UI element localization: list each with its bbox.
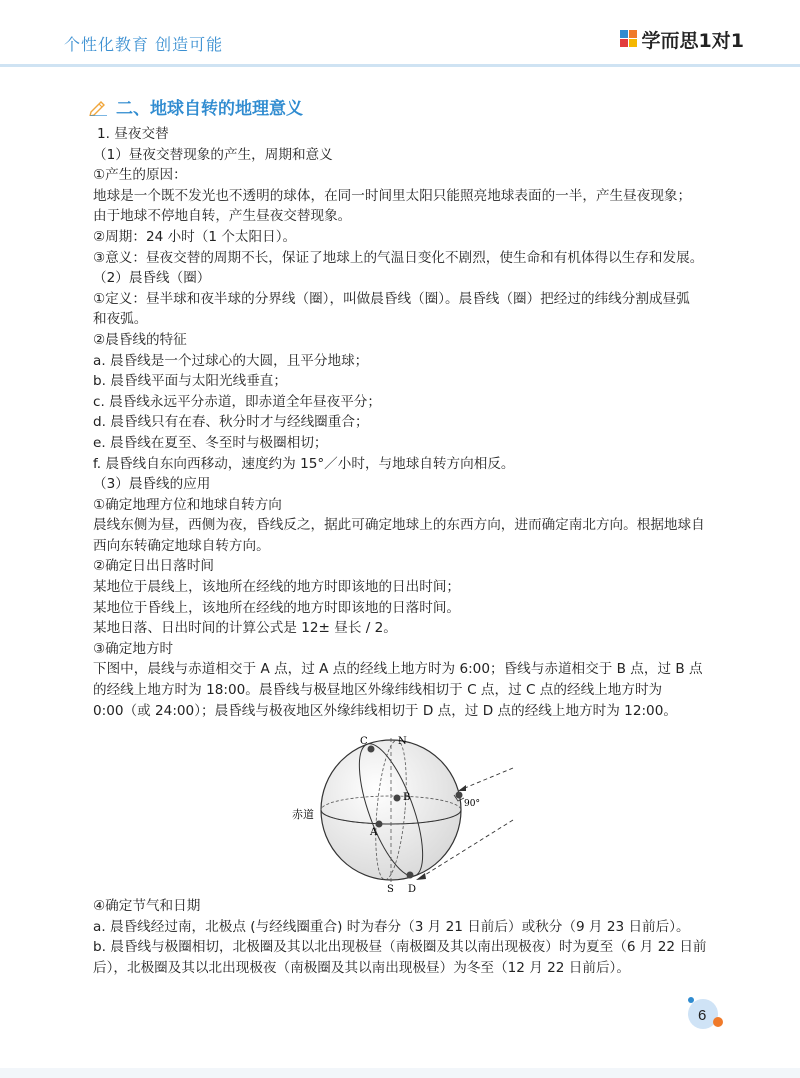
body-text (93, 124, 733, 721)
label-b: B (403, 792, 411, 803)
pencil-icon (88, 98, 108, 116)
text-line: （1）昼夜交替现象的产生，周期和意义 (93, 146, 333, 163)
label-s: S (387, 884, 394, 895)
text-line: 地球是一个既不发光也不透明的球体，在同一时间里太阳只能照亮地球表面的一半，产生昼夜现象； (93, 187, 692, 204)
sunlight-ray (460, 768, 513, 790)
page-number-badge (685, 996, 721, 1032)
text-line: ①确定地理方位和地球自转方向 (93, 496, 282, 513)
text-line: ②确定日出日落时间 (93, 558, 214, 575)
text-line: ②周期：24 小时（1 个太阳日）。 (93, 228, 297, 245)
text-line: （2）晨昏线（圈） (93, 270, 211, 287)
label-c: C (360, 736, 368, 747)
text-line: a. 晨昏线经过南，北极点 (与经线圈重合) 时为春分（3 月 21 日前后）或秋分（9 月 23 日前后）。 (93, 918, 690, 935)
text-line: 晨线东侧为昼，西侧为夜，昏线反之，据此可确定地球上的东西方向，进而确定南北方向。根据地球自 (93, 517, 705, 534)
text-line: ③确定地方时 (93, 640, 174, 657)
footer-band (0, 1068, 800, 1078)
text-line: 某地日落、日出时间的计算公式是 12± 昼长 / 2。 (93, 620, 397, 637)
point-d (407, 872, 414, 879)
label-a: A (370, 827, 378, 838)
page-number: 6 (698, 1007, 707, 1024)
point-c (368, 746, 375, 753)
text-line: c. 晨昏线永远平分赤道，即赤道全年昼夜平分； (93, 393, 381, 410)
text-line: b. 晨昏线平面与太阳光线垂直； (93, 373, 287, 390)
page-header (0, 0, 800, 66)
text-line: 和夜弧。 (93, 311, 148, 328)
text-line: 西向东转确定地球自转方向。 (93, 537, 270, 554)
body-text-continued (93, 896, 733, 978)
text-line: 的经线上地方时为 18:00。晨昏线与极昼地区外缘纬线相切于 C 点，过 C 点的经线上地方时为 (93, 682, 663, 699)
text-line: ②晨昏线的特征 (93, 331, 187, 348)
text-line: 某地位于昏线上，该地所在经线的地方时即该地的日落时间。 (93, 599, 461, 616)
text-line: f. 晨昏线自东向西移动，速度约为 15°／小时，与地球自转方向相反。 (93, 455, 515, 472)
text-line: 下图中，晨线与赤道相交于 A 点，过 A 点的经线上地方时为 6:00；昏线与赤道相交于 B 点，过 B 点 (93, 661, 703, 678)
text-line: 由于地球不停地自转，产生昼夜交替现象。 (93, 208, 352, 225)
point-right (456, 792, 463, 799)
text-line: 0:00（或 24:00）；晨昏线与极夜地区外缘纬线相切于 D 点，过 D 点的经线上地方时为 12:00。 (93, 702, 677, 719)
label-angle: 90° (464, 799, 480, 809)
point-b (394, 795, 401, 802)
text-line: ①定义：昼半球和夜半球的分界线（圈），叫做晨昏线（圈）。晨昏线（圈）把经过的纬线分割成昼弧 (93, 290, 690, 307)
label-n: N (398, 736, 407, 747)
text-line: e. 晨昏线在夏至、冬至时与极圈相切； (93, 434, 328, 451)
brand-logo (620, 26, 744, 52)
text-line: ③意义：昼夜交替的周期不长，保证了地球上的气温日变化不剧烈，使生命和有机体得以生存和发展。 (93, 249, 704, 266)
logo-text: 学而思1对1 (641, 29, 744, 52)
text-line: 某地位于晨线上，该地所在经线的地方时即该地的日出时间； (93, 579, 461, 596)
terminator-diagram (288, 728, 520, 896)
header-slogan: 个性化教育 创造可能 (64, 35, 224, 54)
section-heading (88, 94, 303, 119)
text-line: a. 晨昏线是一个过球心的大圆，且平分地球； (93, 352, 369, 369)
label-equator: 赤道 (292, 808, 314, 821)
label-d: D (408, 884, 417, 895)
text-line: ①产生的原因： (93, 167, 187, 184)
logo-mark-icon (620, 30, 638, 48)
page-badge-shape (685, 996, 725, 1036)
globe-figure (288, 728, 520, 896)
text-line: ④确定节气和日期 (93, 898, 201, 914)
text-line: 1. 昼夜交替 (97, 126, 169, 142)
text-line: d. 晨昏线只有在春、秋分时才与经线圈重合； (93, 414, 369, 431)
header-divider (0, 64, 800, 67)
arrow-icon (458, 785, 466, 791)
text-line: b. 晨昏线与极圈相切，北极圈及其以北出现极昼（南极圈及其以南出现极夜）时为夏至（6 月 22 日前后），北极圈及其以北出现极夜（南极圈及其以南出现极昼）为冬至（12 月 22 日前后）。 (93, 939, 707, 976)
section-title: 二、地球自转的地理意义 (116, 99, 303, 119)
text-line: （3）晨昏线的应用 (93, 476, 211, 493)
